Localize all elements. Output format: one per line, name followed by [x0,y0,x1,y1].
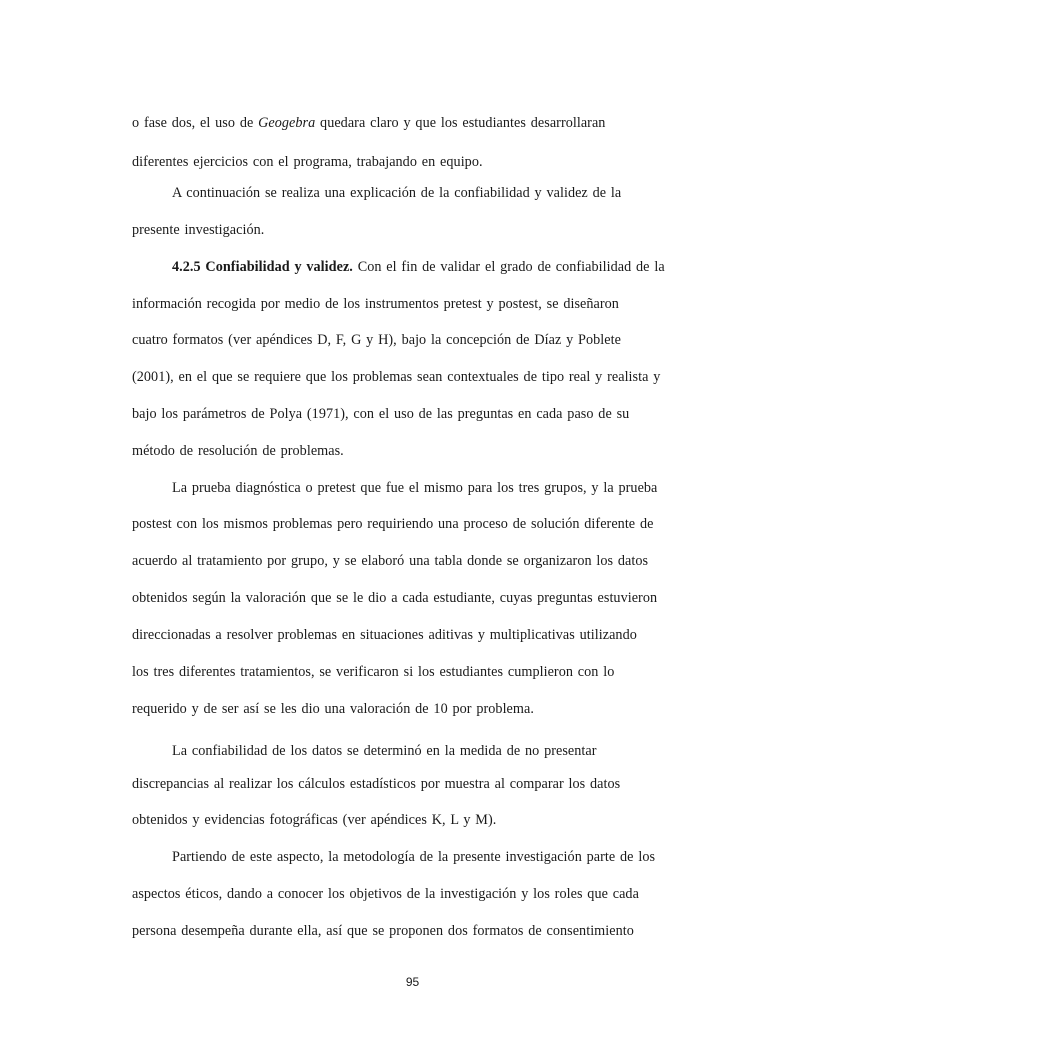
paragraph-4-line-2: postest con los mismos problemas pero requiriendo una proceso de solución diferente de [132,516,654,532]
paragraph-5-line-3: obtenidos y evidencias fotográficas (ver apéndices K, L y M). [132,812,497,828]
text-line-1 [132,114,605,132]
paragraph-6-line-2: aspectos éticos, dando a conocer los objetivos de la investigación y los roles que cada [132,886,639,902]
paragraph-5-line-1: La confiabilidad de los datos se determinó en la medida de no presentar [172,743,597,759]
paragraph-3-line-5: bajo los parámetros de Polya (1971), con el uso de las preguntas en cada paso de su [132,406,630,422]
paragraph-4-line-7: requerido y de ser así se les dio una valoración de 10 por problema. [132,701,534,717]
paragraph-4-line-6: los tres diferentes tratamientos, se verificaron si los estudiantes cumplieron con lo [132,664,615,680]
paragraph-3-line-6: método de resolución de problemas. [132,443,344,459]
section-heading-line [172,258,665,276]
paragraph-3-line-2: información recogida por medio de los instrumentos pretest y postest, se diseñaron [132,296,619,312]
text-line-1-post: quedara claro y que los estudiantes desarrollaran [315,115,606,131]
paragraph-4-line-3: acuerdo al tratamiento por grupo, y se elaboró una tabla donde se organizaron los datos [132,553,649,569]
paragraph-2-line-1: A continuación se realiza una explicación de la confiabilidad y validez de la [172,185,622,201]
paragraph-6-line-3: persona desempeña durante ella, así que se proponen dos formatos de consentimiento [132,923,634,939]
paragraph-4-line-5: direccionadas a resolver problemas en situaciones aditivas y multiplicativas utilizando [132,627,637,643]
section-heading-text: Con el fin de validar el grado de confiabilidad de la [352,259,665,275]
section-heading: 4.2.5 Confiabilidad y validez. [172,259,353,275]
paragraph-6-line-1: Partiendo de este aspecto, la metodología de la presente investigación parte de los [172,849,656,865]
paragraph-4-line-1: La prueba diagnóstica o pretest que fue el mismo para los tres grupos, y la prueba [172,480,658,496]
paragraph-4-line-4: obtenidos según la valoración que se le dio a cada estudiante, cuyas preguntas estuvieron [132,590,658,606]
paragraph-3-line-4: (2001), en el que se requiere que los problemas sean contextuales de tipo real y realista y [132,369,661,385]
text-line-1-pre: o fase dos, el uso de [132,115,259,131]
paragraph-2-line-2: presente investigación. [132,222,265,238]
text-line-2: diferentes ejercicios con el programa, trabajando en equipo. [132,154,483,170]
paragraph-3-line-3: cuatro formatos (ver apéndices D, F, G y H), bajo la concepción de Díaz y Poblete [132,332,621,348]
paragraph-5-line-2: discrepancias al realizar los cálculos estadísticos por muestra al comparar los datos [132,776,621,792]
page-number: 95 [405,975,420,989]
geogebra-emphasis: Geogebra [258,115,316,131]
